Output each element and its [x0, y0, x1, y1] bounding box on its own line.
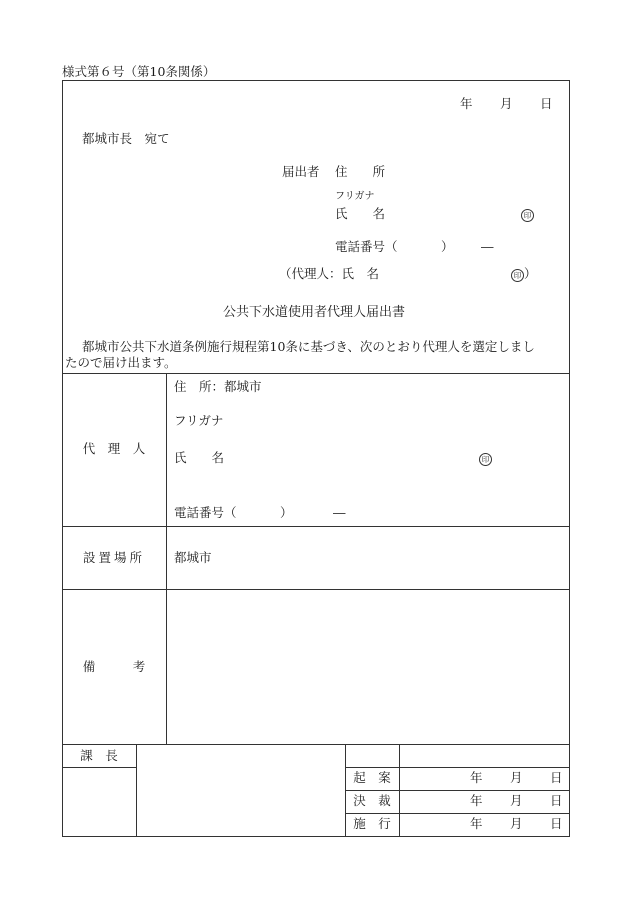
proxy-furigana-field[interactable]: フリガナ — [174, 413, 224, 428]
remarks-label: 備 考 — [82, 659, 146, 674]
notifier-phone-close: ） — [441, 239, 454, 254]
approval-row-label: 決 裁 — [353, 793, 391, 808]
remarks-field[interactable] — [167, 590, 569, 743]
approval-row-year[interactable]: 年 — [470, 770, 483, 785]
approval-row-2-top — [345, 790, 570, 791]
approval-row-3-top — [345, 813, 570, 814]
body-text-line-1: 都城市公共下水道条例施行規程第10条に基づき、次のとおり代理人を選定しまし — [82, 339, 535, 354]
form-id: 様式第６号（第10条関係） — [62, 64, 216, 79]
location-label: 設置場所 — [82, 550, 145, 565]
notifier-furigana-label[interactable]: フリガナ — [335, 191, 375, 202]
approval-row-day[interactable]: 日 — [550, 793, 563, 808]
approval-row-year[interactable]: 年 — [470, 816, 483, 831]
approval-row-day[interactable]: 日 — [550, 816, 563, 831]
notifier-name-label[interactable]: 氏 名 — [335, 206, 386, 221]
table-top-border — [62, 373, 570, 374]
notifier-phone-dash: ― — [481, 239, 494, 254]
approval-row-day[interactable]: 日 — [550, 770, 563, 785]
document-title: 公共下水道使用者代理人届出書 — [223, 305, 406, 320]
notifier-label: 届出者 — [282, 164, 320, 179]
approval-row-1-top — [345, 767, 570, 768]
proxy-name-field[interactable]: 氏 名 — [174, 450, 225, 465]
proxy-seal-icon: 印 — [479, 453, 492, 466]
approval-row-year[interactable]: 年 — [470, 793, 483, 808]
proxy-phone-dash: ― — [333, 505, 346, 520]
date-day[interactable]: 日 — [540, 96, 553, 111]
approval-row-month[interactable]: 月 — [510, 770, 523, 785]
date-year[interactable]: 年 — [460, 96, 473, 111]
proxy-phone-field[interactable]: 電話番号（ — [174, 505, 237, 520]
notifier-address-label[interactable]: 住 所 — [335, 164, 386, 179]
proxy-section-label: 代 理 人 — [82, 441, 146, 456]
approval-row-month[interactable]: 月 — [510, 816, 523, 831]
remarks-row-bottom-border — [62, 744, 570, 745]
proxy-row-bottom-border — [62, 526, 570, 527]
approval-row-label: 施 行 — [353, 816, 391, 831]
chief-label: 課 長 — [80, 748, 118, 763]
approval-chief-divider — [136, 744, 137, 837]
proxy-line-seal-icon: 印 — [511, 269, 524, 282]
proxy-line-label[interactable]: （代理人：氏 名 — [279, 266, 380, 281]
notifier-phone-label[interactable]: 電話番号（ — [335, 239, 398, 254]
chief-seal-field[interactable] — [63, 768, 136, 836]
approval-row-month[interactable]: 月 — [510, 793, 523, 808]
body-text-line-2: たので届け出ます。 — [65, 355, 177, 370]
proxy-phone-close: ） — [280, 505, 293, 520]
proxy-address-field[interactable]: 住 所：都城市 — [174, 379, 262, 394]
approval-row-label: 起 案 — [353, 770, 391, 785]
proxy-line-close: ） — [524, 266, 537, 281]
notifier-seal-icon: 印 — [521, 209, 534, 222]
location-value[interactable]: 都城市 — [174, 550, 212, 565]
date-month[interactable]: 月 — [500, 96, 513, 111]
addressee: 都城市長 宛て — [82, 131, 170, 146]
